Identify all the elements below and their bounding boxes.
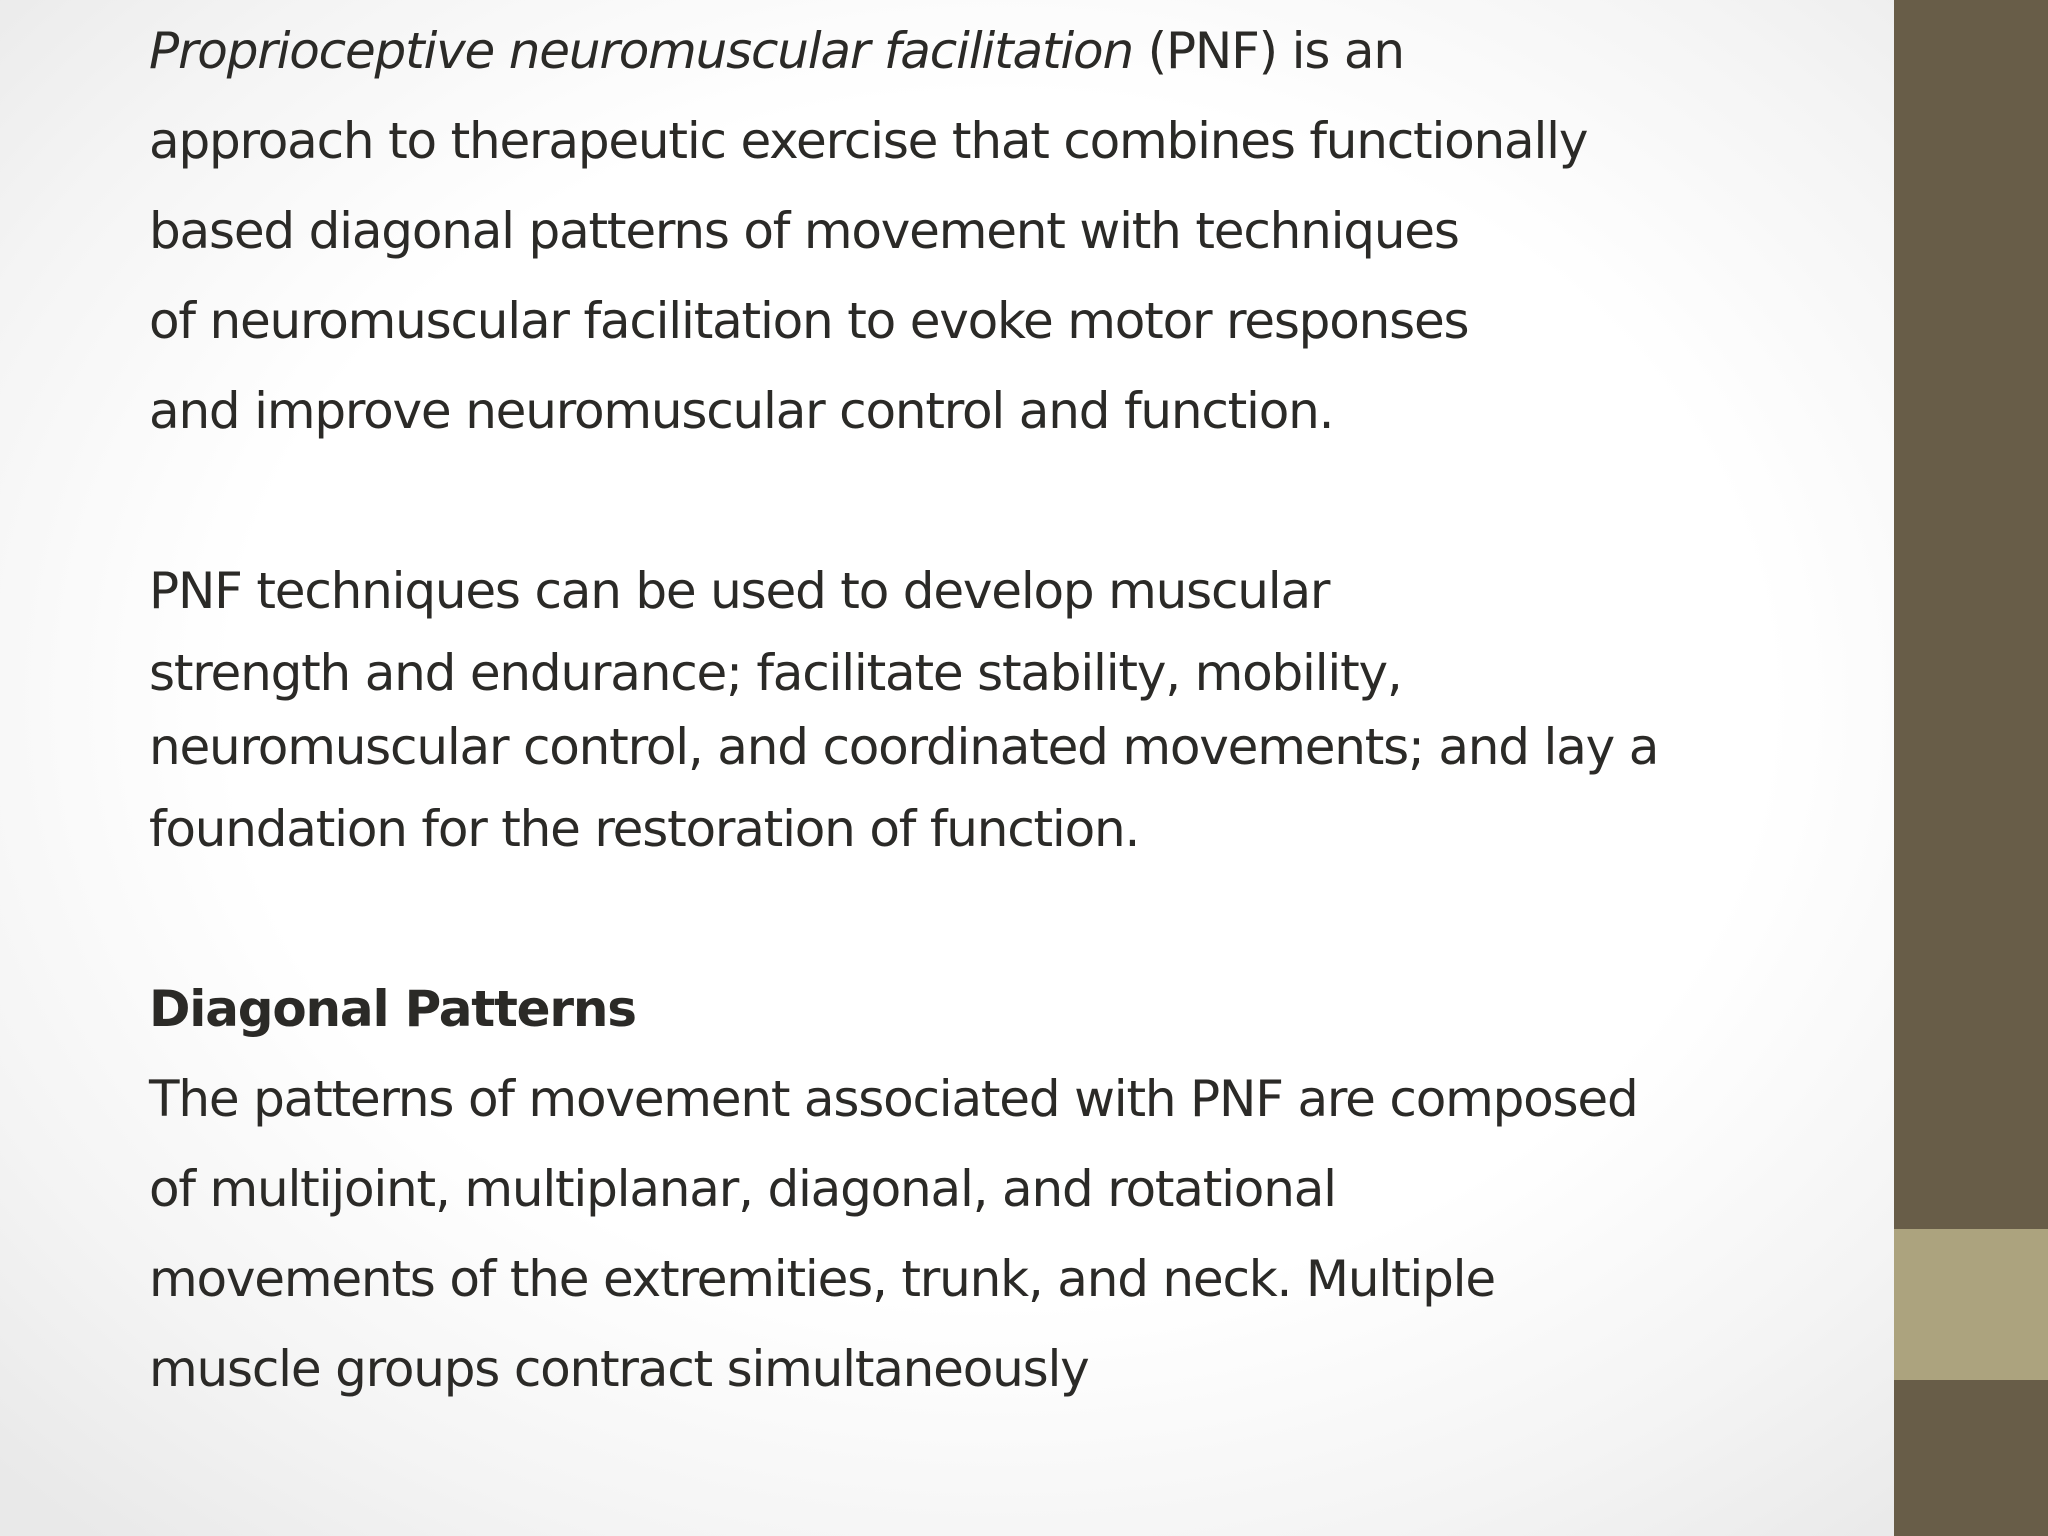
paragraph-line: neuromuscular control, and coordinated movements; and lay a bbox=[149, 718, 1659, 776]
paragraph-line: and improve neuromuscular control and function. bbox=[149, 382, 1334, 440]
paragraph-line: foundation for the restoration of function. bbox=[149, 800, 1140, 858]
paragraph-line: muscle groups contract simultaneously bbox=[149, 1340, 1089, 1398]
paragraph-line: movements of the extremities, trunk, and neck. Multiple bbox=[149, 1250, 1495, 1308]
paragraph-line: The patterns of movement associated with PNF are composed bbox=[149, 1070, 1638, 1128]
sidebar-accent-block bbox=[1894, 1229, 2048, 1380]
paragraph-line: strength and endurance; facilitate stability, mobility, bbox=[149, 644, 1402, 702]
paragraph-line: based diagonal patterns of movement with techniques bbox=[149, 202, 1459, 260]
pnf-term: Proprioceptive neuromuscular facilitation bbox=[149, 22, 1133, 80]
paragraph-line: of multijoint, multiplanar, diagonal, and rotational bbox=[149, 1160, 1336, 1218]
paragraph-line: approach to therapeutic exercise that combines functionally bbox=[149, 112, 1588, 170]
paragraph-text: (PNF) is an bbox=[1132, 22, 1404, 80]
slide-body bbox=[149, 6, 1869, 1414]
spacer bbox=[149, 456, 1869, 546]
diagonal-patterns-section bbox=[149, 964, 1869, 1414]
paragraph-line: PNF techniques can be used to develop muscular bbox=[149, 562, 1330, 620]
intro-paragraph bbox=[149, 6, 1869, 456]
section-heading: Diagonal Patterns bbox=[149, 980, 636, 1038]
spacer bbox=[149, 874, 1869, 964]
paragraph-line bbox=[149, 6, 1869, 96]
paragraph-line: of neuromuscular facilitation to evoke motor responses bbox=[149, 292, 1469, 350]
techniques-paragraph bbox=[149, 546, 1869, 874]
